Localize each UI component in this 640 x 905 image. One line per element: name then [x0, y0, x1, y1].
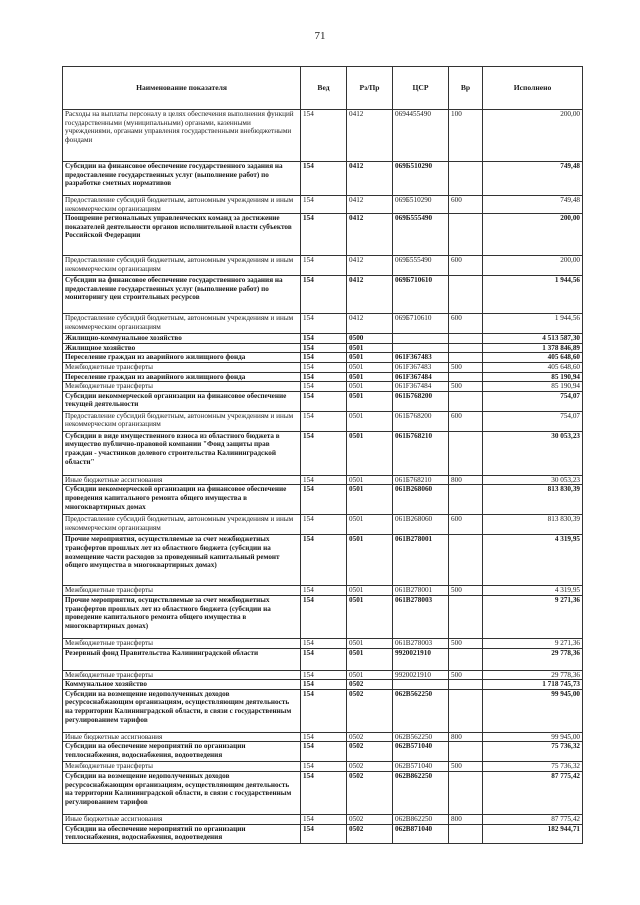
cell-csr — [393, 334, 449, 344]
cell-rz: 0500 — [347, 334, 393, 344]
table-row — [63, 680, 583, 690]
cell-sum: 4 513 587,30 — [483, 334, 583, 344]
cell-rz: 0501 — [347, 670, 393, 680]
cell-csr: 061Б768210 — [393, 475, 449, 485]
cell-sum: 29 778,36 — [483, 648, 583, 670]
cell-csr: 061В278003 — [393, 638, 449, 648]
cell-ved: 154 — [301, 110, 347, 162]
cell-rz: 0501 — [347, 362, 393, 372]
table-body — [63, 110, 583, 844]
table-row — [63, 638, 583, 648]
table-header-row — [63, 67, 583, 110]
cell-ved: 154 — [301, 382, 347, 392]
table-row — [63, 742, 583, 762]
cell-ved: 154 — [301, 256, 347, 276]
cell-vr — [449, 431, 483, 475]
cell-sum: 749,48 — [483, 162, 583, 196]
cell-ved: 154 — [301, 485, 347, 515]
cell-csr: 062В871040 — [393, 824, 449, 843]
cell-name: Межбюджетные трансферты — [63, 586, 301, 596]
cell-vr: 500 — [449, 586, 483, 596]
cell-name: Предоставление субсидий бюджетным, автономным учреждениям и иным некоммерческим организациям — [63, 515, 301, 535]
cell-rz: 0502 — [347, 680, 393, 690]
cell-sum: 29 778,36 — [483, 670, 583, 680]
table-row — [63, 343, 583, 353]
cell-ved: 154 — [301, 824, 347, 843]
cell-name: Иные бюджетные ассигнования — [63, 814, 301, 824]
cell-name: Предоставление субсидий бюджетным, автономным учреждениям и иным некоммерческим организациям — [63, 196, 301, 214]
cell-csr: 061Б768200 — [393, 391, 449, 411]
cell-ved: 154 — [301, 353, 347, 363]
cell-name: Межбюджетные трансферты — [63, 670, 301, 680]
cell-vr — [449, 214, 483, 256]
cell-ved: 154 — [301, 515, 347, 535]
cell-name: Субсидии на финансовое обеспечение государственного задания на предоставление государственных услуг (выполнение работ) по мониторингу цен строительных ресурсов — [63, 276, 301, 314]
table-row — [63, 670, 583, 680]
cell-sum: 4 319,95 — [483, 586, 583, 596]
cell-ved: 154 — [301, 314, 347, 334]
cell-rz: 0501 — [347, 485, 393, 515]
cell-csr: 0694455490 — [393, 110, 449, 162]
cell-sum: 754,07 — [483, 411, 583, 431]
cell-name: Жилищно-коммунальное хозяйство — [63, 334, 301, 344]
cell-vr — [449, 485, 483, 515]
cell-sum: 87 775,42 — [483, 814, 583, 824]
table-row — [63, 535, 583, 586]
table-row — [63, 391, 583, 411]
cell-sum: 30 053,23 — [483, 475, 583, 485]
table-row — [63, 475, 583, 485]
cell-sum: 749,48 — [483, 196, 583, 214]
cell-vr: 800 — [449, 814, 483, 824]
header-rz: Рз/Пр — [347, 67, 393, 110]
cell-csr: 062В862250 — [393, 771, 449, 814]
cell-rz: 0412 — [347, 314, 393, 334]
cell-ved: 154 — [301, 670, 347, 680]
cell-name: Предоставление субсидий бюджетным, автономным учреждениям и иным некоммерческим организациям — [63, 256, 301, 276]
cell-ved: 154 — [301, 771, 347, 814]
cell-csr: 061В278001 — [393, 586, 449, 596]
cell-rz: 0501 — [347, 595, 393, 638]
cell-csr: 062В562250 — [393, 732, 449, 742]
cell-rz: 0412 — [347, 256, 393, 276]
cell-vr: 500 — [449, 670, 483, 680]
cell-name: Межбюджетные трансферты — [63, 762, 301, 772]
cell-rz: 0501 — [347, 515, 393, 535]
cell-sum: 99 945,00 — [483, 732, 583, 742]
table-row — [63, 256, 583, 276]
cell-sum: 1 944,56 — [483, 276, 583, 314]
table-row — [63, 334, 583, 344]
cell-name: Поощрение региональных управленческих команд за достижение показателей деятельности органов исполнительной власти субъектов Российской Федерации — [63, 214, 301, 256]
cell-name: Субсидии на обеспечение мероприятий по организации теплоснабжения, водоснабжения, водоотведения — [63, 824, 301, 843]
cell-rz: 0502 — [347, 732, 393, 742]
cell-ved: 154 — [301, 475, 347, 485]
cell-csr: 061В278003 — [393, 595, 449, 638]
cell-csr: 061В268060 — [393, 515, 449, 535]
cell-ved: 154 — [301, 372, 347, 382]
cell-csr: 9920021910 — [393, 648, 449, 670]
cell-ved: 154 — [301, 680, 347, 690]
cell-rz: 0501 — [347, 475, 393, 485]
cell-vr: 600 — [449, 256, 483, 276]
table-row — [63, 648, 583, 670]
cell-name: Переселение граждан из аварийного жилищного фонда — [63, 372, 301, 382]
cell-ved: 154 — [301, 732, 347, 742]
budget-table — [62, 66, 583, 844]
cell-name: Резервный фонд Правительства Калининградской области — [63, 648, 301, 670]
cell-name: Субсидии некоммерческой организации на финансовое обеспечение текущей деятельности — [63, 391, 301, 411]
table-row — [63, 162, 583, 196]
cell-csr: 061F367483 — [393, 353, 449, 363]
cell-csr: 069Б510290 — [393, 196, 449, 214]
cell-sum: 182 944,71 — [483, 824, 583, 843]
table-row — [63, 196, 583, 214]
cell-vr — [449, 334, 483, 344]
cell-vr: 500 — [449, 638, 483, 648]
cell-rz: 0501 — [347, 353, 393, 363]
header-sum: Исполнено — [483, 67, 583, 110]
cell-sum: 1 944,56 — [483, 314, 583, 334]
table-row — [63, 485, 583, 515]
cell-sum: 813 830,39 — [483, 515, 583, 535]
cell-ved: 154 — [301, 391, 347, 411]
table-row — [63, 372, 583, 382]
cell-ved: 154 — [301, 638, 347, 648]
table-row — [63, 314, 583, 334]
cell-rz: 0501 — [347, 638, 393, 648]
cell-rz: 0501 — [347, 586, 393, 596]
cell-vr: 500 — [449, 362, 483, 372]
cell-vr — [449, 276, 483, 314]
table-row — [63, 762, 583, 772]
cell-ved: 154 — [301, 276, 347, 314]
cell-sum: 9 271,36 — [483, 595, 583, 638]
cell-sum: 405 648,60 — [483, 362, 583, 372]
cell-sum: 4 319,95 — [483, 535, 583, 586]
cell-ved: 154 — [301, 343, 347, 353]
cell-ved: 154 — [301, 431, 347, 475]
cell-csr: 061F367484 — [393, 372, 449, 382]
cell-name: Межбюджетные трансферты — [63, 362, 301, 372]
cell-name: Прочие мероприятия, осуществляемые за счет межбюджетных трансфертов прошлых лет из областного бюджета (субсидии на проведение капитального ремонта общего имущества в многоквартирных домах) — [63, 595, 301, 638]
cell-sum: 85 190,94 — [483, 372, 583, 382]
cell-csr: 069Б710610 — [393, 314, 449, 334]
cell-name: Межбюджетные трансферты — [63, 382, 301, 392]
cell-name: Межбюджетные трансферты — [63, 638, 301, 648]
cell-vr — [449, 742, 483, 762]
cell-rz: 0412 — [347, 110, 393, 162]
cell-csr: 061F367484 — [393, 382, 449, 392]
cell-sum: 75 736,32 — [483, 742, 583, 762]
cell-vr: 600 — [449, 515, 483, 535]
cell-csr: 061В268060 — [393, 485, 449, 515]
cell-vr — [449, 689, 483, 732]
cell-vr: 500 — [449, 382, 483, 392]
cell-ved: 154 — [301, 595, 347, 638]
cell-vr — [449, 535, 483, 586]
cell-name: Коммунальное хозяйство — [63, 680, 301, 690]
cell-sum: 30 053,23 — [483, 431, 583, 475]
cell-vr — [449, 343, 483, 353]
cell-rz: 0502 — [347, 771, 393, 814]
cell-ved: 154 — [301, 742, 347, 762]
cell-vr: 500 — [449, 762, 483, 772]
page-number: 71 — [314, 30, 326, 42]
cell-rz: 0501 — [347, 343, 393, 353]
table-row — [63, 689, 583, 732]
cell-csr: 069Б555490 — [393, 214, 449, 256]
cell-sum: 9 271,36 — [483, 638, 583, 648]
cell-vr: 600 — [449, 196, 483, 214]
table-row — [63, 595, 583, 638]
cell-csr — [393, 680, 449, 690]
cell-ved: 154 — [301, 535, 347, 586]
table-row — [63, 431, 583, 475]
cell-sum: 200,00 — [483, 110, 583, 162]
cell-sum: 87 775,42 — [483, 771, 583, 814]
cell-rz: 0502 — [347, 689, 393, 732]
cell-vr: 100 — [449, 110, 483, 162]
table-row — [63, 382, 583, 392]
table-row — [63, 771, 583, 814]
cell-csr: 061Б768210 — [393, 431, 449, 475]
cell-csr: 062В862250 — [393, 814, 449, 824]
cell-sum: 1 718 745,73 — [483, 680, 583, 690]
cell-ved: 154 — [301, 196, 347, 214]
cell-name: Субсидии некоммерческой организации на финансовое обеспечение проведения капитального ремонта общего имущества в многоквартирных домах — [63, 485, 301, 515]
cell-name: Жилищное хозяйство — [63, 343, 301, 353]
cell-ved: 154 — [301, 648, 347, 670]
cell-vr — [449, 771, 483, 814]
cell-sum: 85 190,94 — [483, 382, 583, 392]
cell-sum: 200,00 — [483, 214, 583, 256]
cell-rz: 0501 — [347, 648, 393, 670]
cell-name: Субсидии на финансовое обеспечение государственного задания на предоставление государственных услуг (выполнение работ) по разработке сметных нормативов — [63, 162, 301, 196]
cell-rz: 0501 — [347, 382, 393, 392]
cell-name: Субсидии на возмещение недополученных доходов ресурсоснабжающим организациям, осуществляющим деятельность на территории Калининградской области, в связи с государственным регулированием тарифов — [63, 689, 301, 732]
table-row — [63, 353, 583, 363]
table-row — [63, 411, 583, 431]
cell-rz: 0501 — [347, 431, 393, 475]
cell-ved: 154 — [301, 214, 347, 256]
cell-ved: 154 — [301, 362, 347, 372]
cell-name: Субсидии на обеспечение мероприятий по организации теплоснабжения, водоснабжения, водоотведения — [63, 742, 301, 762]
cell-vr — [449, 372, 483, 382]
cell-name: Субсидии на возмещение недополученных доходов ресурсоснабжающим организациям, осуществляющим деятельность на территории Калининградской области, в связи с государственным регулированием тарифов — [63, 771, 301, 814]
cell-rz: 0502 — [347, 742, 393, 762]
cell-rz: 0502 — [347, 814, 393, 824]
header-csr: ЦСР — [393, 67, 449, 110]
cell-csr: 062В562250 — [393, 689, 449, 732]
cell-rz: 0412 — [347, 196, 393, 214]
cell-ved: 154 — [301, 411, 347, 431]
table-row — [63, 362, 583, 372]
cell-rz: 0502 — [347, 762, 393, 772]
cell-sum: 813 830,39 — [483, 485, 583, 515]
cell-name: Предоставление субсидий бюджетным, автономным учреждениям и иным некоммерческим организациям — [63, 314, 301, 334]
header-ved: Вед — [301, 67, 347, 110]
cell-ved: 154 — [301, 762, 347, 772]
cell-rz: 0502 — [347, 824, 393, 843]
cell-csr: 061В278001 — [393, 535, 449, 586]
cell-csr: 062В571040 — [393, 762, 449, 772]
cell-vr: 800 — [449, 475, 483, 485]
cell-vr: 800 — [449, 732, 483, 742]
cell-name: Расходы на выплаты персоналу в целях обеспечения выполнения функций государственными (муниципальными) органами, казенными учреждениями, органами управления государственными внебюджетными фондами — [63, 110, 301, 162]
cell-vr — [449, 162, 483, 196]
cell-vr — [449, 391, 483, 411]
cell-name: Прочие мероприятия, осуществляемые за счет межбюджетных трансфертов прошлых лет из областного бюджета (субсидии на возмещение части расходов за проведенный капитальный ремонт общего имущества в многоквартирных домах) — [63, 535, 301, 586]
cell-ved: 154 — [301, 334, 347, 344]
cell-name: Предоставление субсидий бюджетным, автономным учреждениям и иным некоммерческим организациям — [63, 411, 301, 431]
table-row — [63, 732, 583, 742]
cell-vr — [449, 680, 483, 690]
cell-csr: 069Б710610 — [393, 276, 449, 314]
header-name: Наименование показателя — [63, 67, 301, 110]
cell-name: Иные бюджетные ассигнования — [63, 732, 301, 742]
cell-rz: 0501 — [347, 411, 393, 431]
cell-sum: 75 736,32 — [483, 762, 583, 772]
cell-csr: 062В571040 — [393, 742, 449, 762]
cell-ved: 154 — [301, 689, 347, 732]
table-row — [63, 214, 583, 256]
table-row — [63, 814, 583, 824]
cell-csr: 9920021910 — [393, 670, 449, 680]
cell-vr — [449, 648, 483, 670]
cell-rz: 0501 — [347, 391, 393, 411]
cell-sum: 99 945,00 — [483, 689, 583, 732]
cell-name: Субсидии в виде имущественного взноса из областного бюджета в имущество публично-правовой компании "Фонд защиты прав граждан - участников долевого строительства Калининградской области" — [63, 431, 301, 475]
cell-ved: 154 — [301, 814, 347, 824]
table-row — [63, 110, 583, 162]
table-row — [63, 515, 583, 535]
cell-csr: 069Б555490 — [393, 256, 449, 276]
cell-vr: 600 — [449, 411, 483, 431]
cell-rz: 0412 — [347, 276, 393, 314]
cell-sum: 200,00 — [483, 256, 583, 276]
cell-name: Переселение граждан из аварийного жилищного фонда — [63, 353, 301, 363]
cell-rz: 0501 — [347, 535, 393, 586]
cell-ved: 154 — [301, 586, 347, 596]
cell-vr: 600 — [449, 314, 483, 334]
cell-csr: 069Б510290 — [393, 162, 449, 196]
cell-csr — [393, 343, 449, 353]
cell-sum: 405 648,60 — [483, 353, 583, 363]
cell-csr: 061Б768200 — [393, 411, 449, 431]
cell-rz: 0412 — [347, 214, 393, 256]
table-row — [63, 586, 583, 596]
cell-rz: 0412 — [347, 162, 393, 196]
cell-sum: 1 378 846,89 — [483, 343, 583, 353]
table-row — [63, 824, 583, 843]
header-vr: Вр — [449, 67, 483, 110]
cell-vr — [449, 353, 483, 363]
cell-csr: 061F367483 — [393, 362, 449, 372]
cell-sum: 754,07 — [483, 391, 583, 411]
cell-vr — [449, 595, 483, 638]
cell-rz: 0501 — [347, 372, 393, 382]
cell-name: Иные бюджетные ассигнования — [63, 475, 301, 485]
cell-vr — [449, 824, 483, 843]
cell-ved: 154 — [301, 162, 347, 196]
table-row — [63, 276, 583, 314]
